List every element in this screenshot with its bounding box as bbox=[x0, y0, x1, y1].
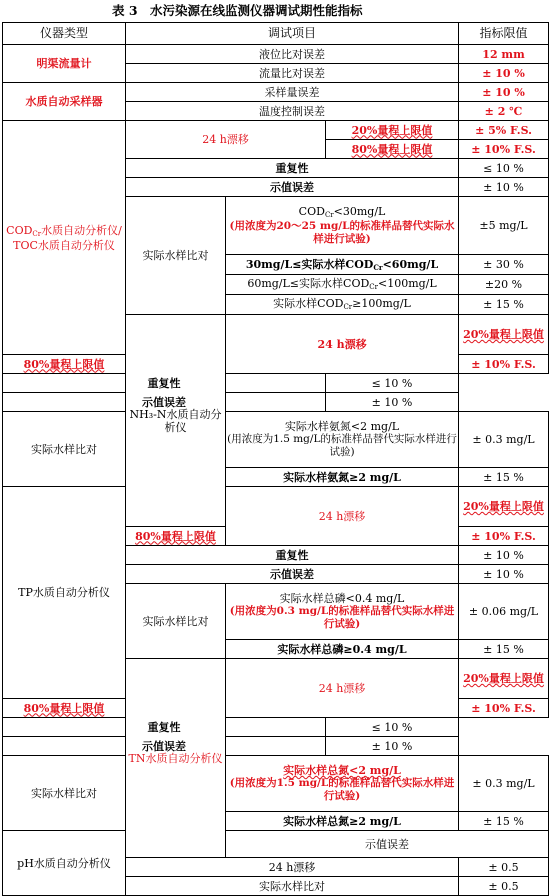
item-cell: 80%量程上限值 bbox=[126, 527, 226, 546]
limit-cell: ± 5% F.S. bbox=[459, 121, 549, 140]
substitute-note: (用浓度为20～25 mg/L的标准样品替代实际水样进行试验) bbox=[229, 220, 455, 245]
item-cell: 实际水样比对 bbox=[126, 877, 459, 896]
item-cell: 80%量程上限值 bbox=[3, 355, 126, 374]
item-cell: 采样量误差 bbox=[126, 83, 459, 102]
item-cell: 示值误差 bbox=[226, 831, 549, 858]
item-cell: 实际水样氨氮≥2 mg/L bbox=[226, 468, 459, 487]
limit-cell: ≤ 10 % bbox=[459, 159, 549, 178]
limit-cell: ≤ 10 % bbox=[326, 718, 459, 737]
table-caption: 表 3 水污染源在线监测仪器调试期性能指标 bbox=[112, 3, 363, 18]
item-cell: 重复性 bbox=[126, 546, 459, 565]
performance-table bbox=[2, 22, 549, 896]
drift-label: 24 h漂移 bbox=[226, 659, 459, 718]
item-cell: 实际水样总氮<2 mg/L (用浓度为1.5 mg/L的标准样品替代实际水样进行试验) bbox=[226, 756, 459, 812]
item-cell: 实际水样CODCr≥100mg/L bbox=[226, 295, 459, 315]
item-cell: 液位比对误差 bbox=[126, 45, 459, 64]
instrument-tn: TN水质自动分析仪 bbox=[126, 659, 226, 858]
limit-cell: ± 10% F.S. bbox=[459, 699, 549, 718]
item-cell: 示值误差 bbox=[126, 178, 459, 197]
item-cell: 示值误差 bbox=[3, 393, 326, 412]
limit-cell: ± 15 % bbox=[459, 640, 549, 659]
limit-cell: ± 10% F.S. bbox=[459, 355, 549, 374]
item-cell: 示值误差 bbox=[126, 565, 459, 584]
header-item: 调试项目 bbox=[126, 23, 459, 45]
limit-cell: ± 15 % bbox=[459, 468, 549, 487]
item-cell: 20%量程上限值 bbox=[459, 487, 549, 527]
table-row bbox=[3, 412, 549, 468]
compare-label: 实际水样比对 bbox=[3, 756, 126, 831]
compare-label: 实际水样比对 bbox=[3, 412, 126, 487]
limit-cell: ± 10 % bbox=[326, 393, 459, 412]
table-row bbox=[3, 374, 549, 393]
item-cell: 20%量程上限值 bbox=[459, 315, 549, 355]
limit-cell: ± 0.06 mg/L bbox=[459, 584, 549, 640]
table-row bbox=[3, 83, 549, 102]
item-cell: 实际水样总磷<0.4 mg/L (用浓度为0.3 mg/L的标准样品替代实际水样进行试验) bbox=[226, 584, 459, 640]
substitute-note: (用浓度为0.3 mg/L的标准样品替代实际水样进行试验) bbox=[229, 605, 455, 630]
item-cell: 重复性 bbox=[3, 718, 326, 737]
limit-cell: ±5 mg/L bbox=[459, 197, 549, 255]
instrument-sampler: 水质自动采样器 bbox=[3, 83, 126, 121]
table-row bbox=[3, 831, 549, 858]
instrument-cod-toc: CODCr水质自动分析仪/ TOC水质自动分析仪 bbox=[3, 121, 126, 355]
table-row bbox=[3, 718, 549, 737]
item-cell: 80%量程上限值 bbox=[3, 699, 126, 718]
instrument-flow-meter: 明渠流量计 bbox=[3, 45, 126, 83]
drift-label: 24 h漂移 bbox=[226, 487, 459, 546]
header-row bbox=[3, 23, 549, 45]
limit-cell: ± 10% F.S. bbox=[459, 527, 549, 546]
limit-cell: ± 0.5 bbox=[459, 877, 549, 896]
limit-cell: ± 30 % bbox=[459, 255, 549, 275]
item-cell: 实际水样总氮≥2 mg/L bbox=[226, 812, 459, 831]
item-cell: 流量比对误差 bbox=[126, 64, 459, 83]
item-cell: 60mg/L≤实际水样CODCr<100mg/L bbox=[226, 275, 459, 295]
item-cell: 20%量程上限值 bbox=[326, 121, 459, 140]
limit-cell: ± 15 % bbox=[459, 295, 549, 315]
item-cell: 24 h漂移 bbox=[126, 858, 459, 877]
limit-cell: ± 2 ℃ bbox=[459, 102, 549, 121]
compare-label: 实际水样比对 bbox=[126, 584, 226, 659]
item-cell: 30mg/L≤实际水样CODCr<60mg/L bbox=[226, 255, 459, 275]
limit-cell: ± 10% F.S. bbox=[459, 140, 549, 159]
table-row bbox=[3, 756, 549, 812]
limit-cell: ± 15 % bbox=[459, 812, 549, 831]
limit-cell: ± 10 % bbox=[459, 64, 549, 83]
item-cell: 重复性 bbox=[126, 159, 459, 178]
limit-cell: ± 10 % bbox=[326, 737, 459, 756]
item-cell: 示值误差 bbox=[3, 737, 326, 756]
item-cell: 实际水样氨氮<2 mg/L (用浓度为1.5 mg/L的标准样品替代实际水样进行试验) bbox=[226, 412, 459, 468]
table-row bbox=[3, 487, 549, 527]
header-limit: 指标限值 bbox=[459, 23, 549, 45]
item-cell: 温度控制误差 bbox=[126, 102, 459, 121]
limit-cell: ± 10 % bbox=[459, 83, 549, 102]
limit-cell: ±20 % bbox=[459, 275, 549, 295]
table-row bbox=[3, 393, 549, 412]
instrument-tp: TP水质自动分析仪 bbox=[3, 487, 126, 699]
item-cell: 重复性 bbox=[3, 374, 326, 393]
table-row bbox=[3, 121, 549, 140]
drift-label: 24 h漂移 bbox=[126, 121, 326, 159]
drift-label: 24 h漂移 bbox=[226, 315, 459, 374]
item-cell: CODCr<30mg/L (用浓度为20～25 mg/L的标准样品替代实际水样进行试验) bbox=[226, 197, 459, 255]
table-row bbox=[3, 45, 549, 64]
item-cell: 80%量程上限值 bbox=[326, 140, 459, 159]
limit-cell: ± 10 % bbox=[459, 546, 549, 565]
item-cell: 20%量程上限值 bbox=[459, 659, 549, 699]
limit-cell: ± 10 % bbox=[459, 565, 549, 584]
limit-cell: ± 0.3 mg/L bbox=[459, 756, 549, 812]
compare-label: 实际水样比对 bbox=[126, 197, 226, 315]
limit-cell: ± 0.5 bbox=[459, 858, 549, 877]
header-type: 仪器类型 bbox=[3, 23, 126, 45]
instrument-ph: pH水质自动分析仪 bbox=[3, 831, 126, 896]
limit-cell: 12 mm bbox=[459, 45, 549, 64]
table-row bbox=[3, 737, 549, 756]
limit-cell: ± 10 % bbox=[459, 178, 549, 197]
instrument-nh3n: NH₃-N水质自动分析仪 bbox=[126, 315, 226, 527]
limit-cell: ≤ 10 % bbox=[326, 374, 459, 393]
substitute-note: (用浓度为1.5 mg/L的标准样品替代实际水样进行试验) bbox=[229, 777, 455, 802]
substitute-note: (用浓度为1.5 mg/L的标准样品替代实际水样进行试验) bbox=[227, 433, 457, 458]
limit-cell: ± 0.3 mg/L bbox=[459, 412, 549, 468]
item-cell: 实际水样总磷≥0.4 mg/L bbox=[226, 640, 459, 659]
